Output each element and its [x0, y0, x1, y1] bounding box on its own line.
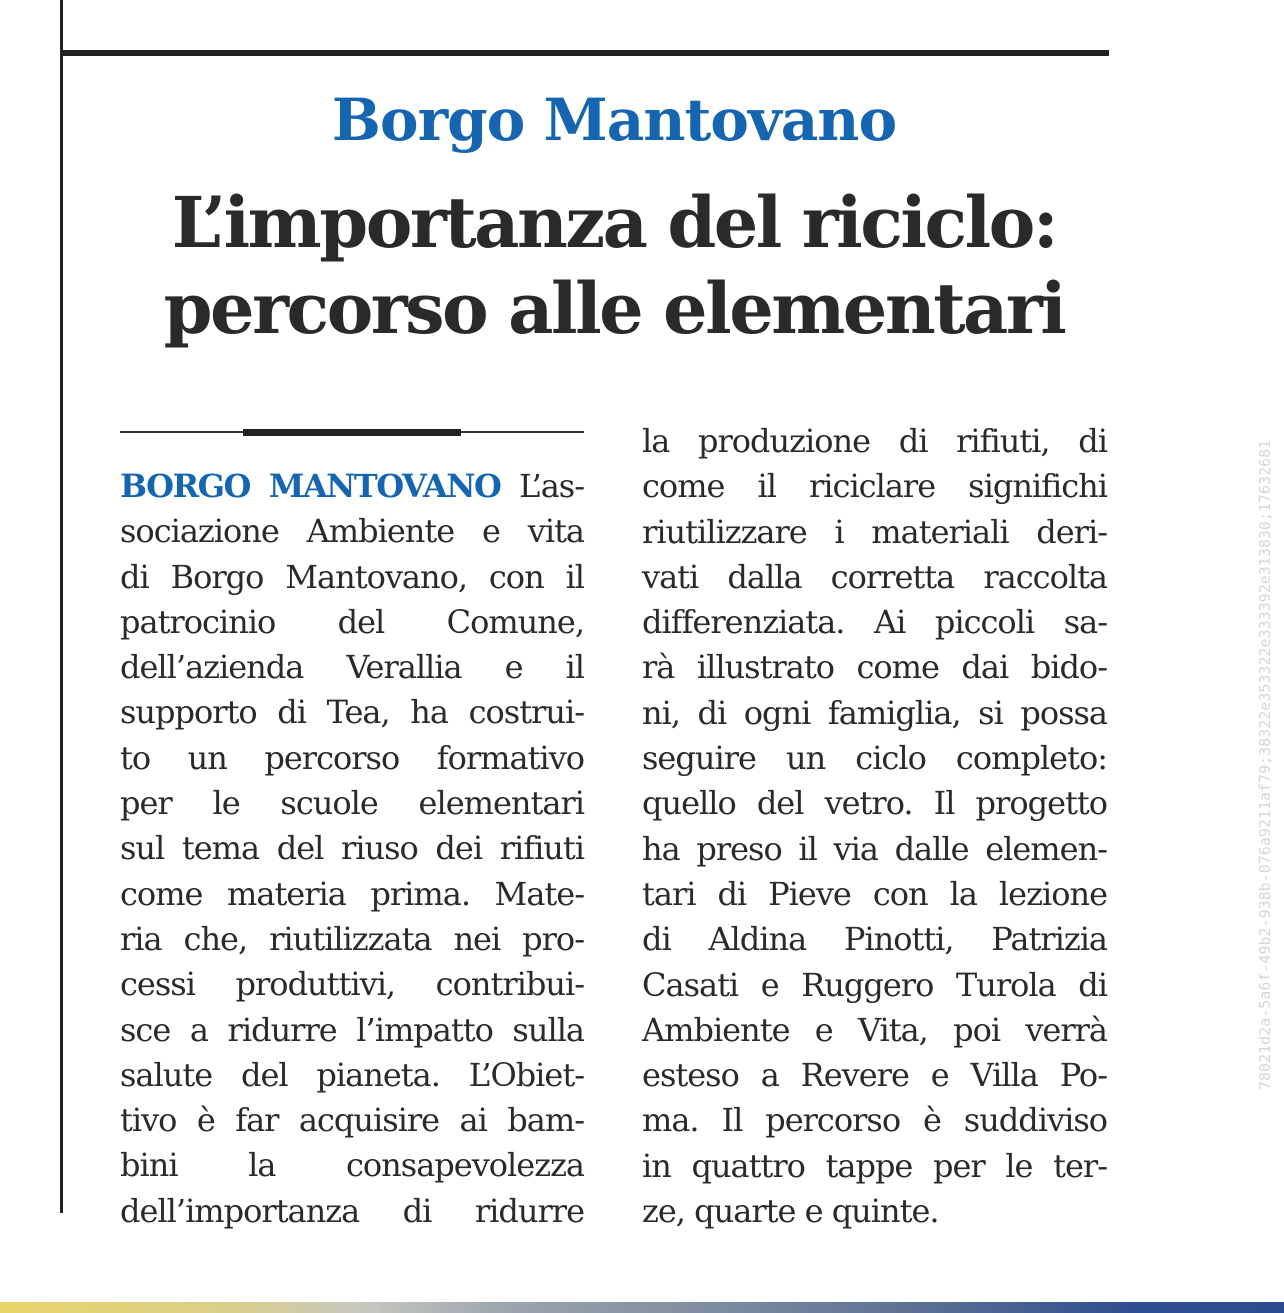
- body-line: ha preso il via dalle elemen-: [642, 829, 1107, 868]
- article-dateline: BORGO MANTOVANO: [120, 467, 501, 505]
- body-line: riutilizzare i materiali deri-: [642, 512, 1107, 551]
- body-line: sul tema del riuso dei rifiuti: [120, 829, 584, 868]
- body-line: [120, 464, 584, 509]
- body-line: bini la consapevolezza: [120, 1146, 584, 1185]
- body-line: tari di Pieve con la lezione: [642, 874, 1107, 913]
- body-line: in quattro tappe per le ter-: [642, 1146, 1107, 1185]
- article-body-right-column: [642, 419, 1107, 1234]
- next-article-photo-edge: [0, 1302, 1284, 1313]
- body-line: esteso a Revere e Villa Po-: [642, 1056, 1107, 1095]
- body-line: Casati e Ruggero Turola di: [642, 965, 1107, 1004]
- body-line: Ambiente e Vita, poi verrà: [642, 1010, 1107, 1049]
- body-line: la produzione di rifiuti, di: [642, 422, 1107, 460]
- body-line: ma. Il percorso è suddiviso: [642, 1101, 1107, 1140]
- body-line: ni, di ogni famiglia, si possa: [642, 693, 1107, 732]
- body-line-text: L’as-: [518, 467, 585, 505]
- article-body-left-column: [120, 464, 584, 1234]
- body-line: per le scuole elementari: [120, 784, 584, 823]
- body-line: vati dalla corretta raccolta: [642, 557, 1107, 596]
- body-line: come il riciclare significhi: [642, 467, 1107, 506]
- column-rule-thick: [243, 429, 461, 436]
- body-line: dell’importanza di ridurre: [120, 1191, 584, 1230]
- article-headline: [60, 180, 1168, 352]
- body-line: ria che, riutilizzata nei pro-: [120, 919, 584, 958]
- body-line: cessi produttivi, contribui-: [120, 965, 584, 1004]
- body-line: to un percorso formativo: [120, 738, 584, 777]
- archive-watermark: 78021d2a-5a6f-49b2-938b-076a9211af79;38322e353322e333392e313830;17632681: [1256, 439, 1274, 1090]
- headline-line: L’importanza del riciclo:: [171, 181, 1057, 264]
- body-line: rà illustrato come dai bido-: [642, 648, 1107, 687]
- body-line: salute del pianeta. L’Obiet-: [120, 1055, 584, 1094]
- body-line: patrocinio del Comune,: [120, 602, 584, 641]
- body-line: quello del vetro. Il progetto: [642, 784, 1107, 823]
- body-line: sce a ridurre l’impatto sulla: [120, 1010, 584, 1049]
- body-line: supporto di Tea, ha costrui-: [120, 693, 584, 732]
- body-line: di Borgo Mantovano, con il: [120, 557, 584, 596]
- body-line: ze, quarte e quinte.: [642, 1192, 939, 1231]
- body-line: come materia prima. Mate-: [120, 874, 584, 913]
- body-line: differenziata. Ai piccoli sa-: [642, 603, 1107, 642]
- headline-line: percorso alle elementari: [163, 267, 1065, 350]
- body-line: sociazione Ambiente e vita: [120, 512, 584, 551]
- article-kicker: Borgo Mantovano: [331, 86, 897, 154]
- body-line: dell’azienda Verallia e il: [120, 648, 584, 687]
- body-line: di Aldina Pinotti, Patrizia: [642, 920, 1107, 959]
- body-line: seguire un ciclo completo:: [642, 739, 1107, 778]
- page-top-rule: [60, 50, 1109, 56]
- body-line: tivo è far acquisire ai bam-: [120, 1101, 584, 1140]
